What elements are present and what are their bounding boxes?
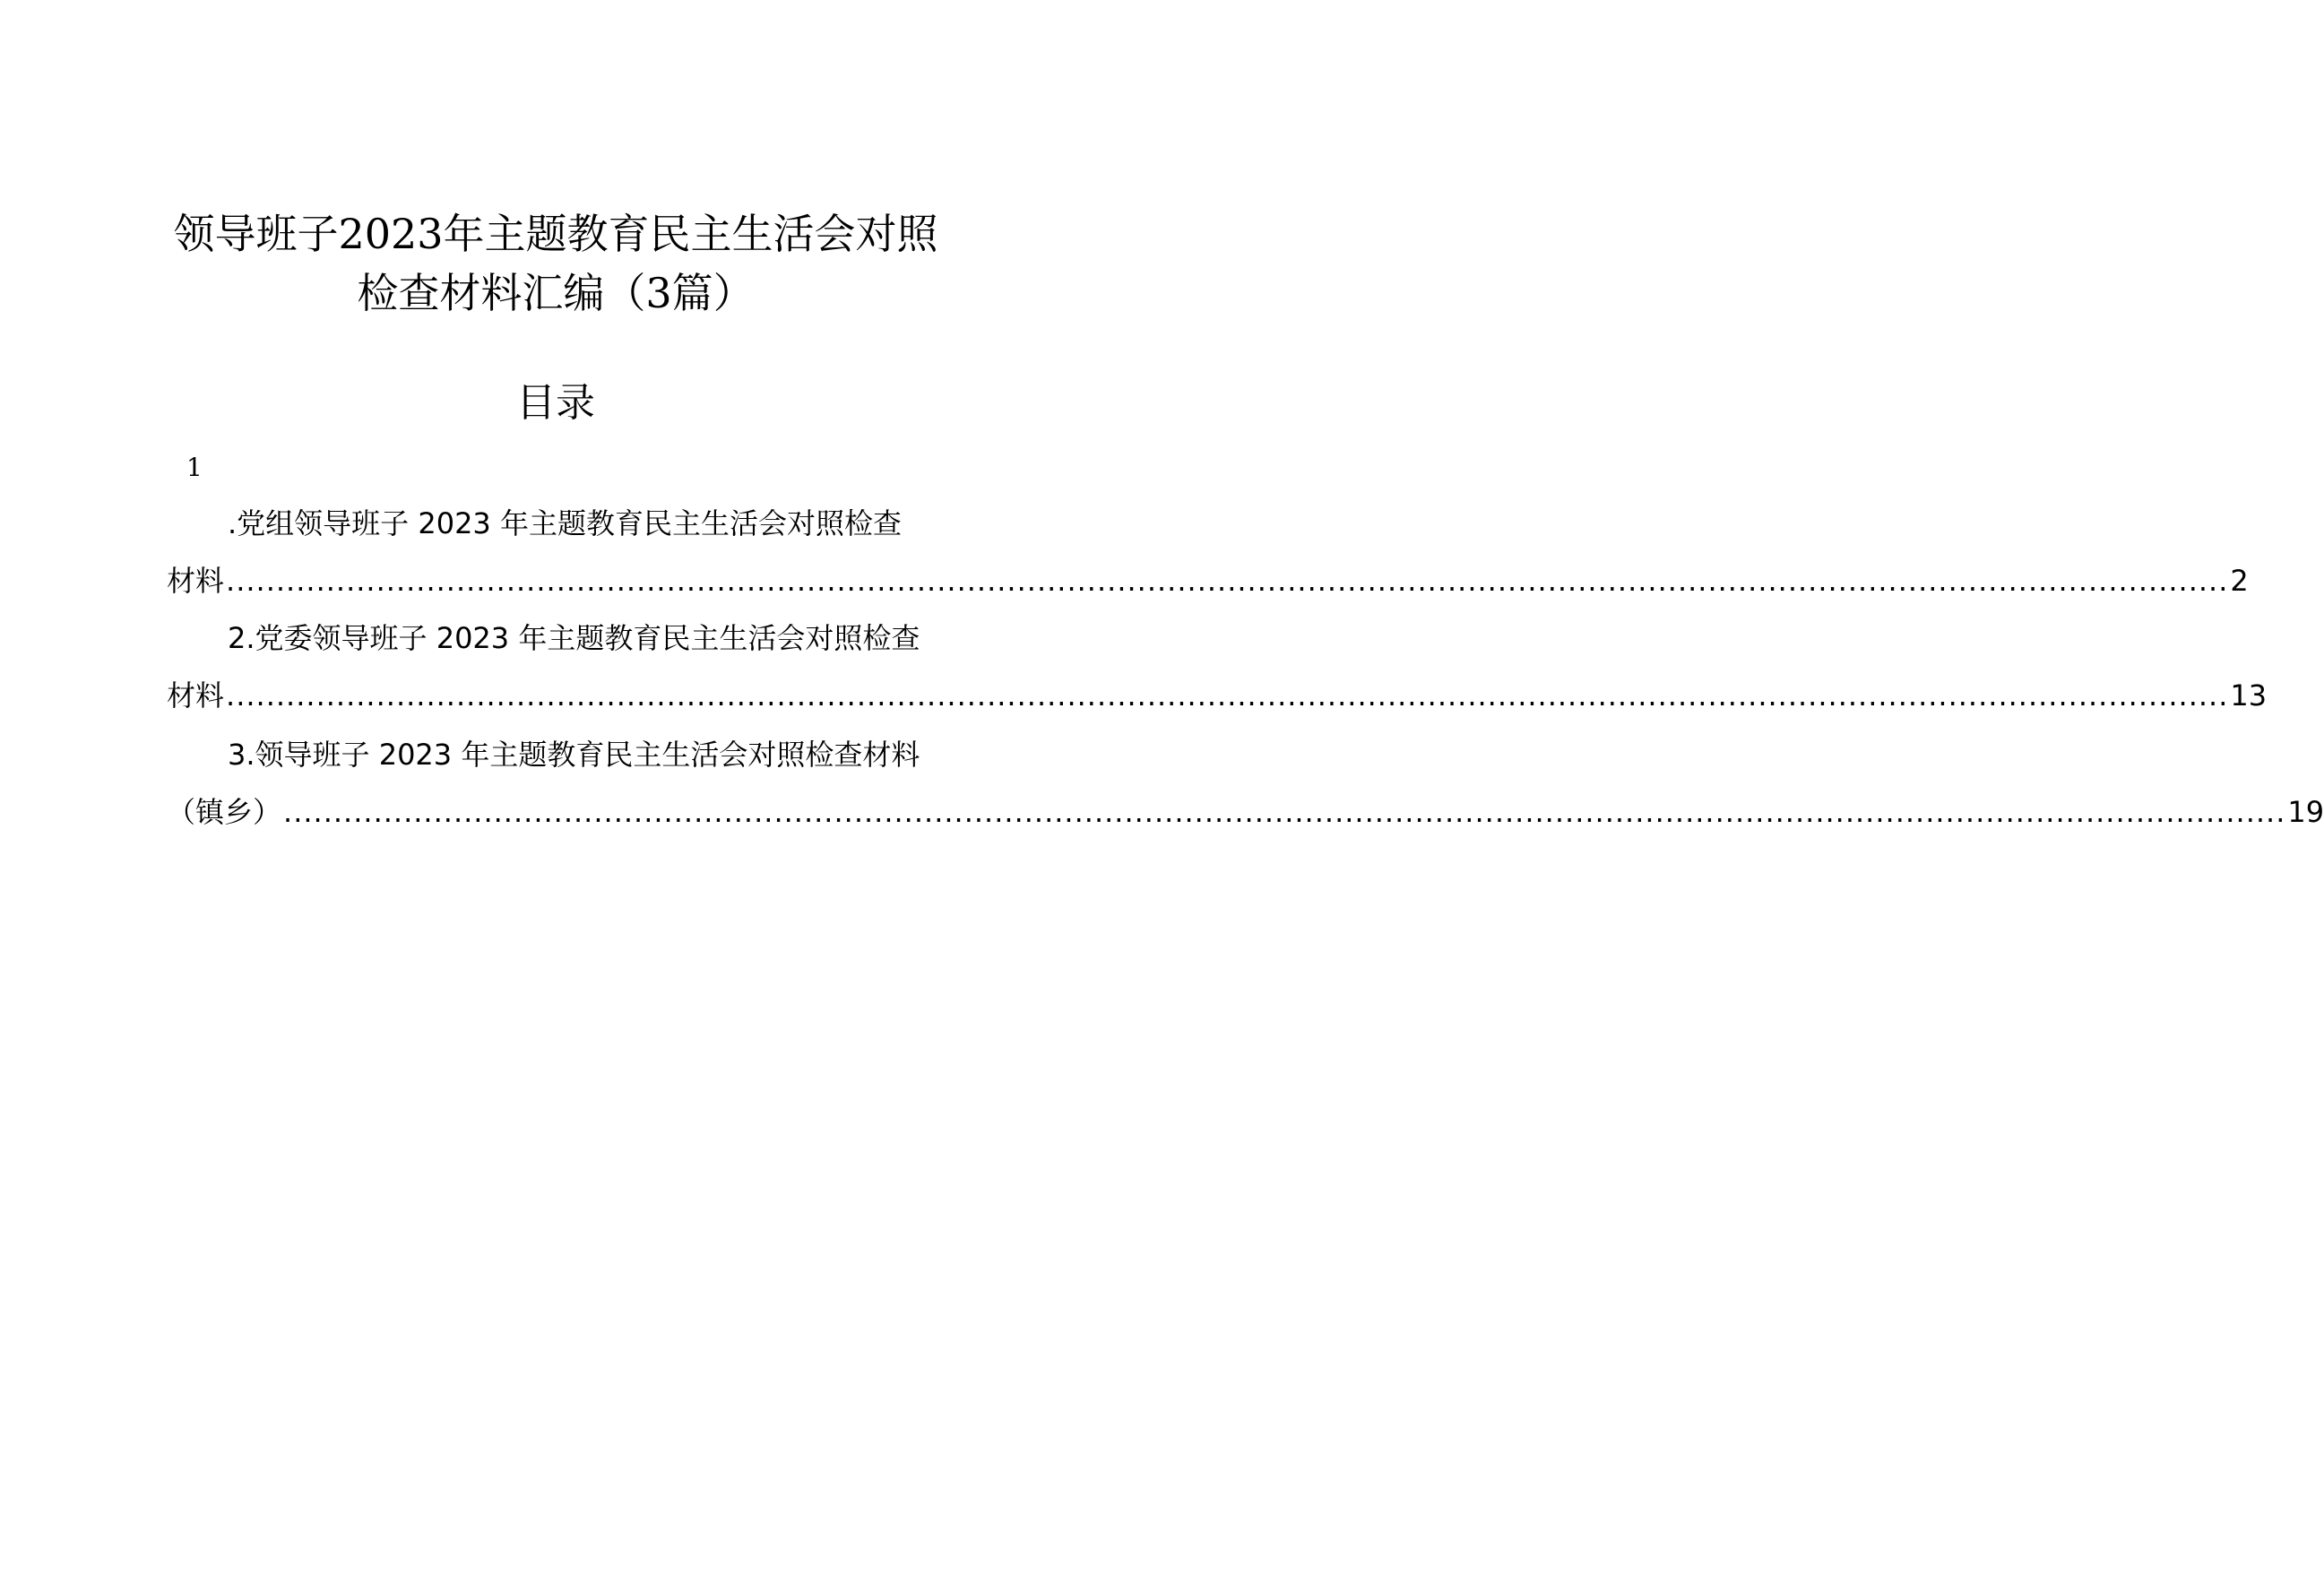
toc-entry-title-line-1: 3.领导班子 2023 年主题教育民主生活会对照检查材料 [228, 738, 920, 772]
toc-marker: 1 [186, 453, 203, 482]
title-line-1 [143, 210, 968, 258]
toc-dot-leader: ........................................................................................................................................................................................................ [226, 564, 2229, 598]
toc-entry-title-line-1: 2.党委领导班子 2023 年主题教育民主生活会对照检查 [228, 621, 920, 655]
title-year: 2023 [338, 210, 444, 258]
toc-entry-title-line-2 [167, 564, 2249, 598]
title-line-2 [143, 269, 968, 317]
title-line-2-prefix: 检查材料汇编（ [357, 269, 646, 317]
toc-entry-title-continuation: 材料 [167, 678, 225, 713]
toc-entry-title-line-1: .党组领导班子 2023 年主题教育民主生活会对照检查 [228, 506, 902, 540]
toc-entry-title-line-2 [167, 795, 2324, 829]
toc-heading: 目录 [516, 380, 595, 426]
title-count: 3 [645, 269, 672, 317]
toc-entry-title-continuation: （镇乡） [167, 795, 282, 829]
toc-entry-page-number: 19 [2287, 795, 2324, 829]
title-line-2-suffix: 篇） [671, 269, 755, 317]
toc-dot-leader: ........................................................................................................................................................................................................ [283, 795, 2286, 829]
toc-entry-title-continuation: 材料 [167, 564, 225, 598]
toc-entry-title-line-2 [167, 678, 2268, 713]
toc-entry-page-number: 13 [2230, 678, 2268, 713]
toc-entry-page-number: 2 [2230, 564, 2249, 598]
title-line-1-suffix: 年主题教育民主生活会对照 [443, 210, 938, 258]
toc-dot-leader: ........................................................................................................................................................................................................ [226, 678, 2229, 713]
title-line-1-prefix: 领导班子 [173, 210, 339, 258]
